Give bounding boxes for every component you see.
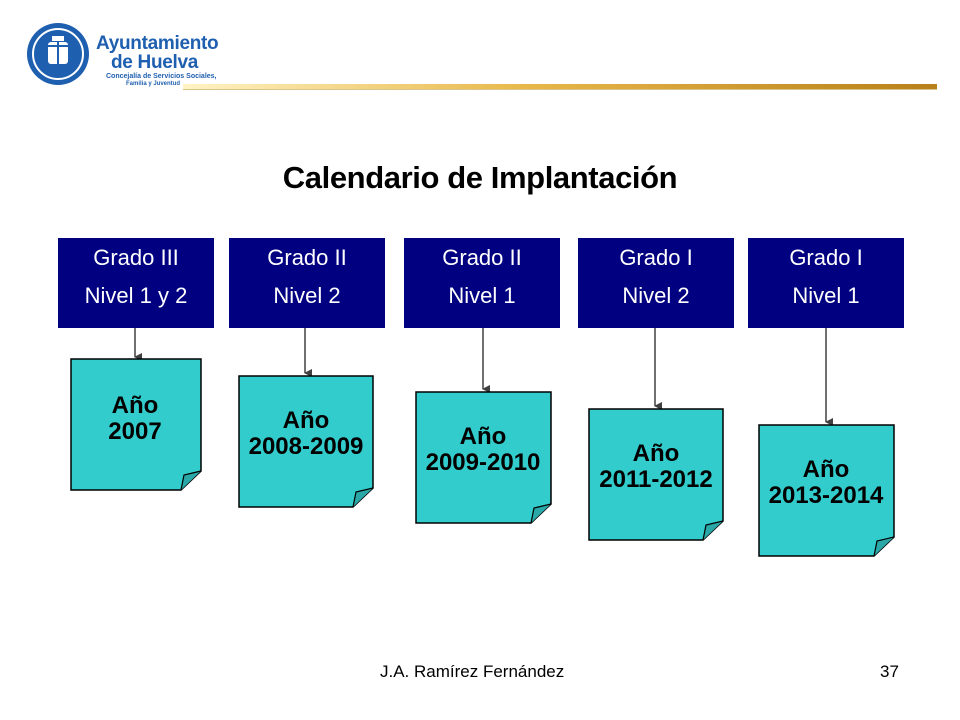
page-number: 37 <box>880 662 899 681</box>
year-text-2 <box>241 408 371 460</box>
level-label-4: Nivel 2 <box>622 283 690 308</box>
year-text-4 <box>591 441 721 493</box>
logo-line-2: de Huelva <box>111 52 199 73</box>
level-label-3: Nivel 1 <box>448 283 516 308</box>
grade-label-2: Grado II <box>267 245 347 270</box>
grade-box-4 <box>578 238 734 328</box>
year-value-1: 2007 <box>108 418 162 445</box>
grade-label-4: Grado I <box>619 245 693 270</box>
year-label-5: Año <box>802 456 850 483</box>
logo-line-3: Concejalía de Servicios Sociales, <box>106 73 217 80</box>
grade-label-1: Grado III <box>93 245 179 270</box>
footer-author: J.A. Ramírez Fernández <box>380 662 565 681</box>
level-label-1: Nivel 1 y 2 <box>84 283 188 308</box>
year-value-5: 2013-2014 <box>768 482 884 509</box>
year-text-5 <box>761 457 891 509</box>
level-label-2: Nivel 2 <box>273 283 341 308</box>
grade-label-5: Grado I <box>789 245 863 270</box>
logo-line-4: Familia y Juventud <box>126 81 181 87</box>
grade-box-5 <box>748 238 904 328</box>
year-value-3: 2009-2010 <box>425 449 541 476</box>
year-label-1: Año <box>111 392 159 419</box>
grade-box-1 <box>58 238 214 328</box>
year-value-2: 2008-2009 <box>248 433 364 460</box>
year-label-4: Año <box>632 440 680 467</box>
level-label-5: Nivel 1 <box>792 283 860 308</box>
year-label-3: Año <box>459 423 507 450</box>
grade-box-3 <box>404 238 560 328</box>
year-text-3 <box>418 424 548 476</box>
grade-box-2 <box>229 238 385 328</box>
page-title: Calendario de Implantación <box>282 160 678 195</box>
year-text-1 <box>70 393 200 445</box>
grade-label-3: Grado II <box>442 245 522 270</box>
logo-line-1: Ayuntamiento <box>96 33 219 54</box>
year-value-4: 2011-2012 <box>599 466 713 493</box>
year-label-2: Año <box>282 407 330 434</box>
